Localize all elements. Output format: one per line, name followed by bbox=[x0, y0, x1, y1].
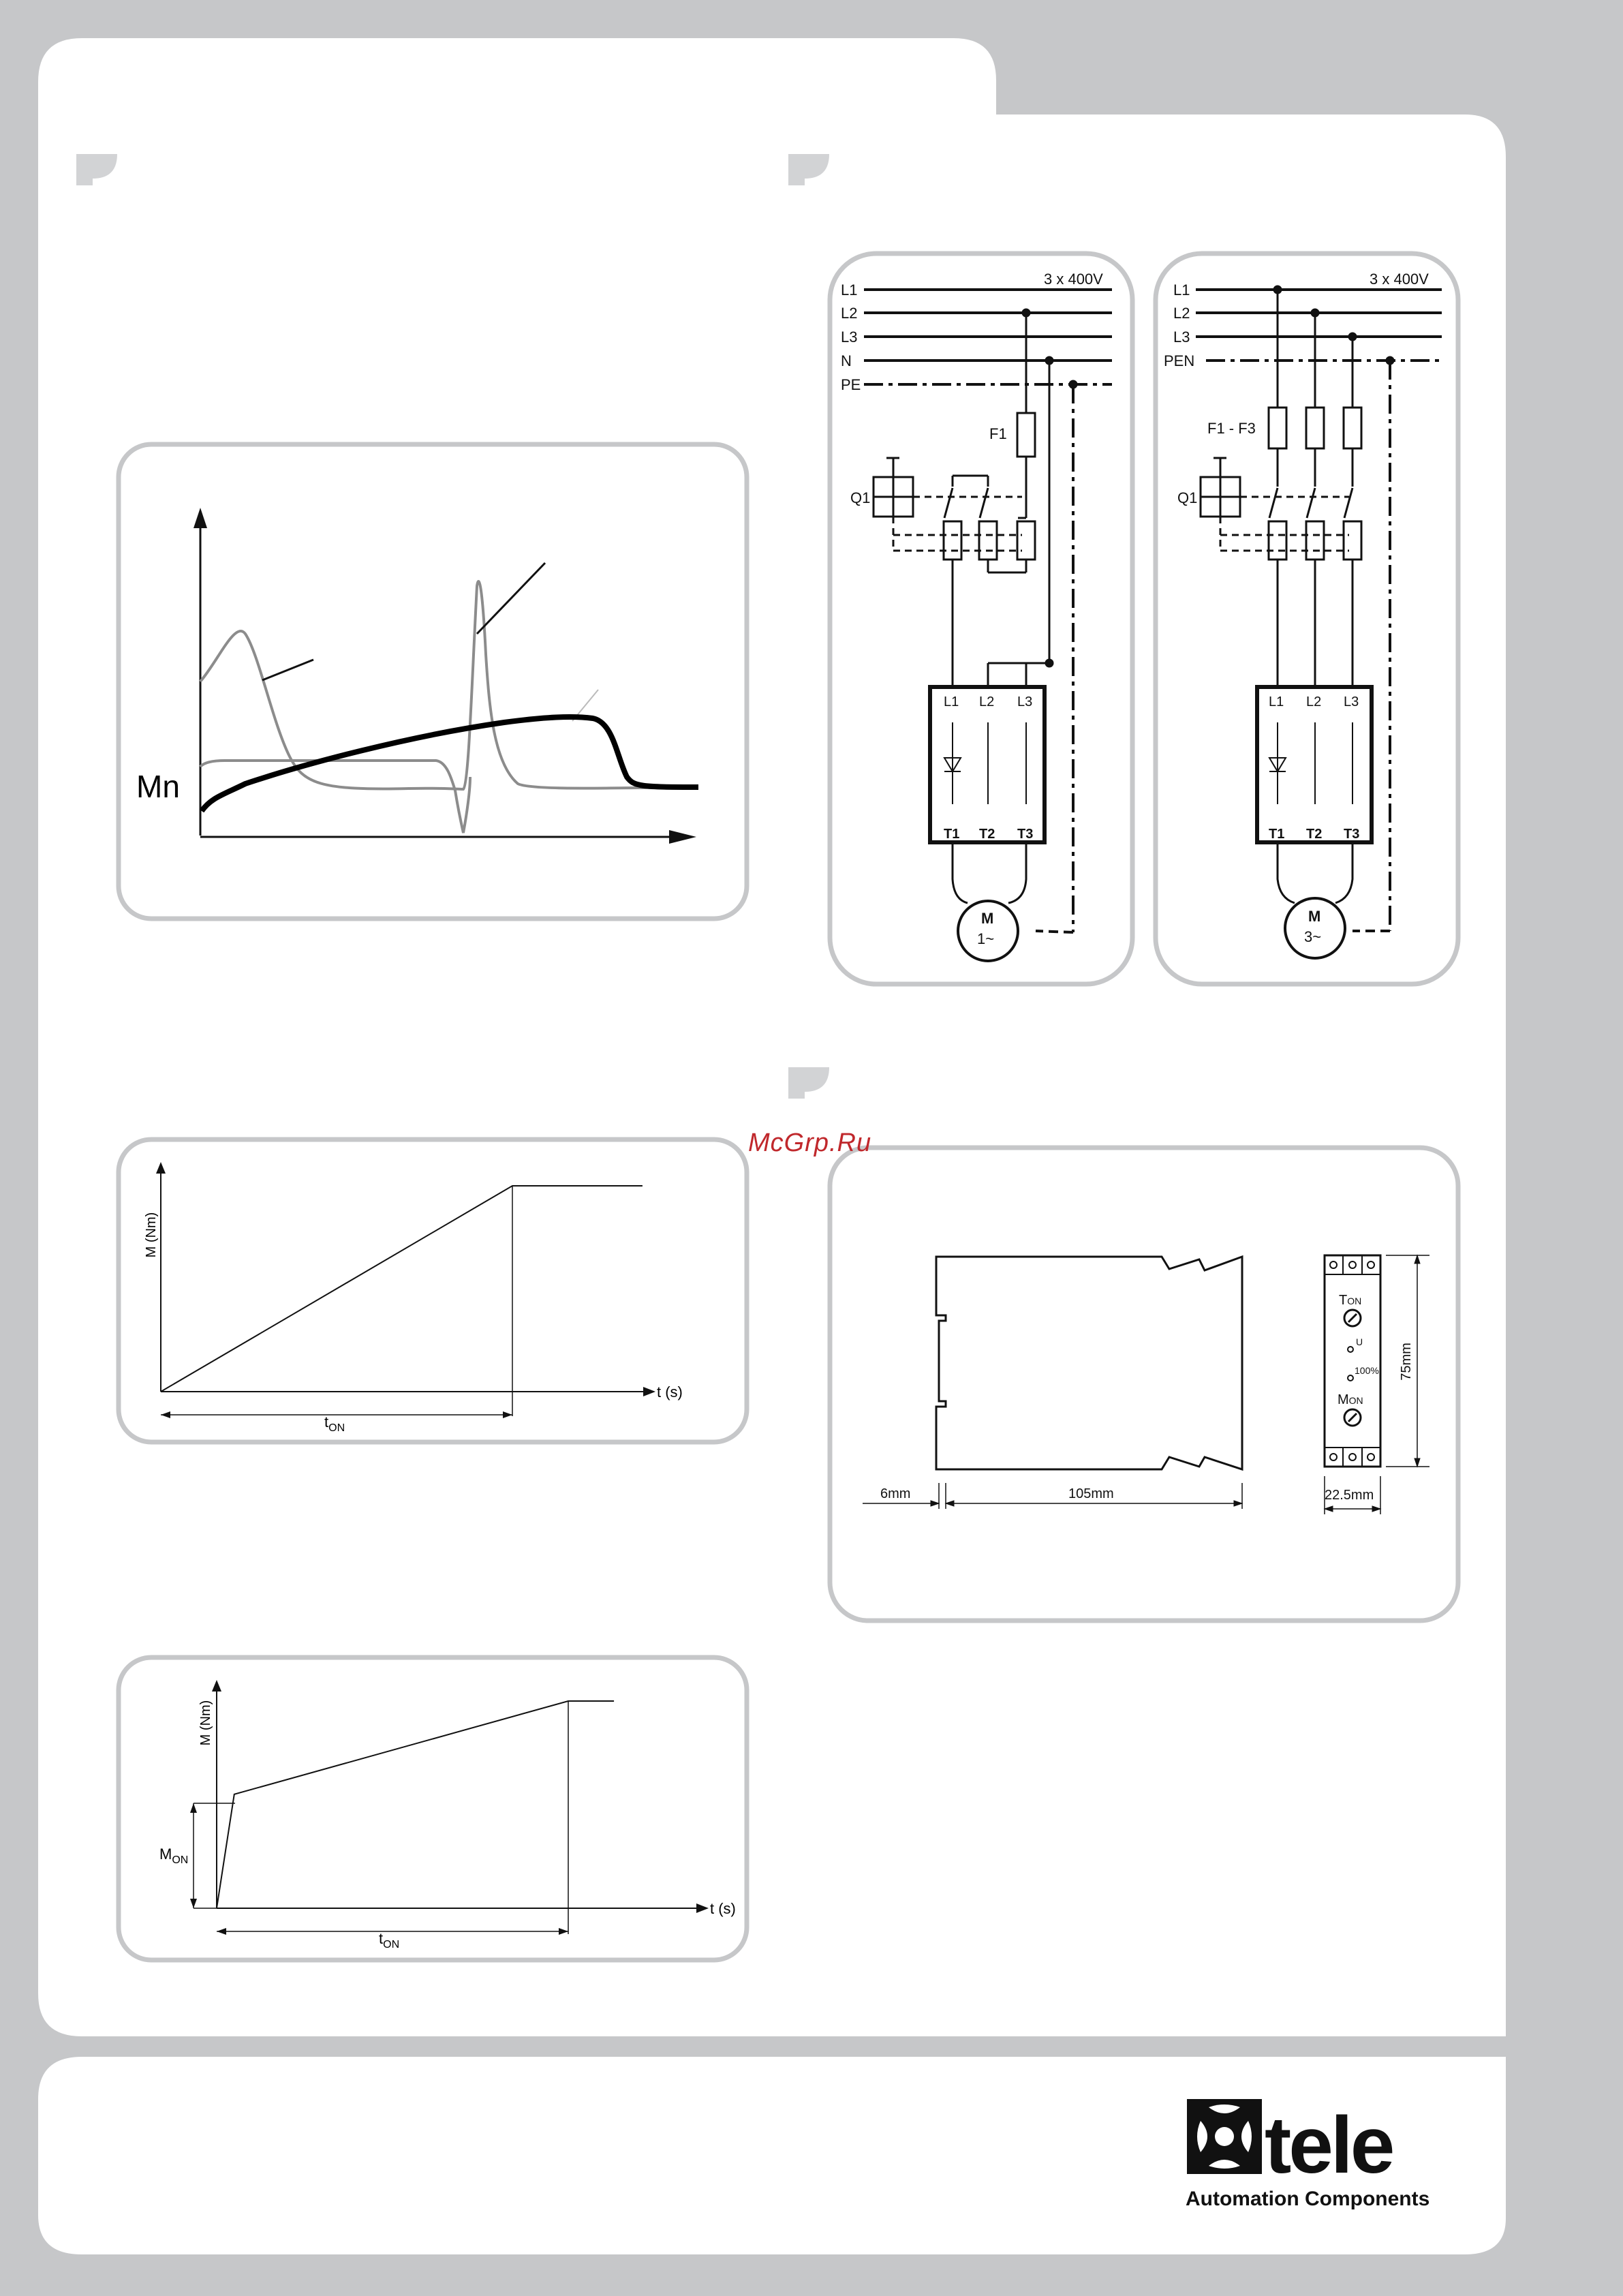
line-label: L1 bbox=[841, 281, 858, 299]
fuse-label: F1 - F3 bbox=[1207, 420, 1256, 437]
line-label: L2 bbox=[841, 305, 858, 322]
breaker-label: Q1 bbox=[850, 489, 871, 506]
x-axis-label: t (s) bbox=[710, 1900, 736, 1917]
t-on-panel-label: TON bbox=[1339, 1293, 1362, 1308]
supply-label: 3 x 400V bbox=[1044, 271, 1103, 288]
line-label: PEN bbox=[1164, 352, 1195, 369]
terminal-label: L2 bbox=[979, 694, 995, 709]
t-on-label: $t_{ON}$ bbox=[379, 1930, 400, 1950]
motor-type-label: 1~ bbox=[977, 930, 995, 947]
terminal-label: T2 bbox=[979, 827, 995, 842]
supply-label: 3 x 400V bbox=[1370, 271, 1429, 288]
motor-type-label: 3~ bbox=[1304, 928, 1322, 945]
x-axis-label: t (s) bbox=[657, 1383, 683, 1400]
m-on-label: $M_{ON}$ bbox=[159, 1846, 189, 1866]
logo-tagline: Automation Components bbox=[1186, 2188, 1430, 2210]
t-on-label: $t_{ON}$ bbox=[324, 1413, 345, 1434]
terminal-label: L3 bbox=[1017, 694, 1033, 709]
line-label: L3 bbox=[841, 328, 858, 346]
terminal-label: T1 bbox=[1269, 827, 1285, 842]
width-label: 22.5mm bbox=[1325, 1488, 1374, 1503]
motor-label: M bbox=[1308, 908, 1321, 925]
terminal-label: T3 bbox=[1344, 827, 1360, 842]
terminal-label: L2 bbox=[1306, 694, 1322, 709]
line-label: L3 bbox=[1173, 328, 1190, 346]
logo-brand: tele bbox=[1265, 2100, 1393, 2190]
height-label: 75mm bbox=[1399, 1343, 1414, 1381]
breaker-label: Q1 bbox=[1177, 489, 1198, 506]
front-width-label: 6mm bbox=[880, 1486, 911, 1501]
fuse-label: F1 bbox=[989, 425, 1007, 442]
depth-label: 105mm bbox=[1068, 1486, 1114, 1501]
terminal-label: L1 bbox=[944, 694, 959, 709]
terminal-label: T3 bbox=[1017, 827, 1034, 842]
m-on-panel-label: MON bbox=[1338, 1392, 1363, 1407]
u-label: U bbox=[1356, 1336, 1363, 1347]
terminal-label: L3 bbox=[1344, 694, 1359, 709]
y-axis-label: M (Nm) bbox=[198, 1700, 213, 1746]
line-label: L1 bbox=[1173, 281, 1190, 299]
line-label: PE bbox=[841, 376, 861, 393]
terminal-label: T2 bbox=[1306, 827, 1323, 842]
mn-label: Mn bbox=[136, 769, 180, 804]
terminal-label: L1 bbox=[1269, 694, 1284, 709]
percent-label: 100% bbox=[1355, 1365, 1379, 1376]
watermark: McGrp.Ru bbox=[748, 1129, 872, 1157]
line-label: L2 bbox=[1173, 305, 1190, 322]
terminal-label: T1 bbox=[944, 827, 960, 842]
line-label: N bbox=[841, 352, 852, 369]
motor-label: M bbox=[981, 910, 994, 927]
y-axis-label: M (Nm) bbox=[144, 1212, 159, 1258]
